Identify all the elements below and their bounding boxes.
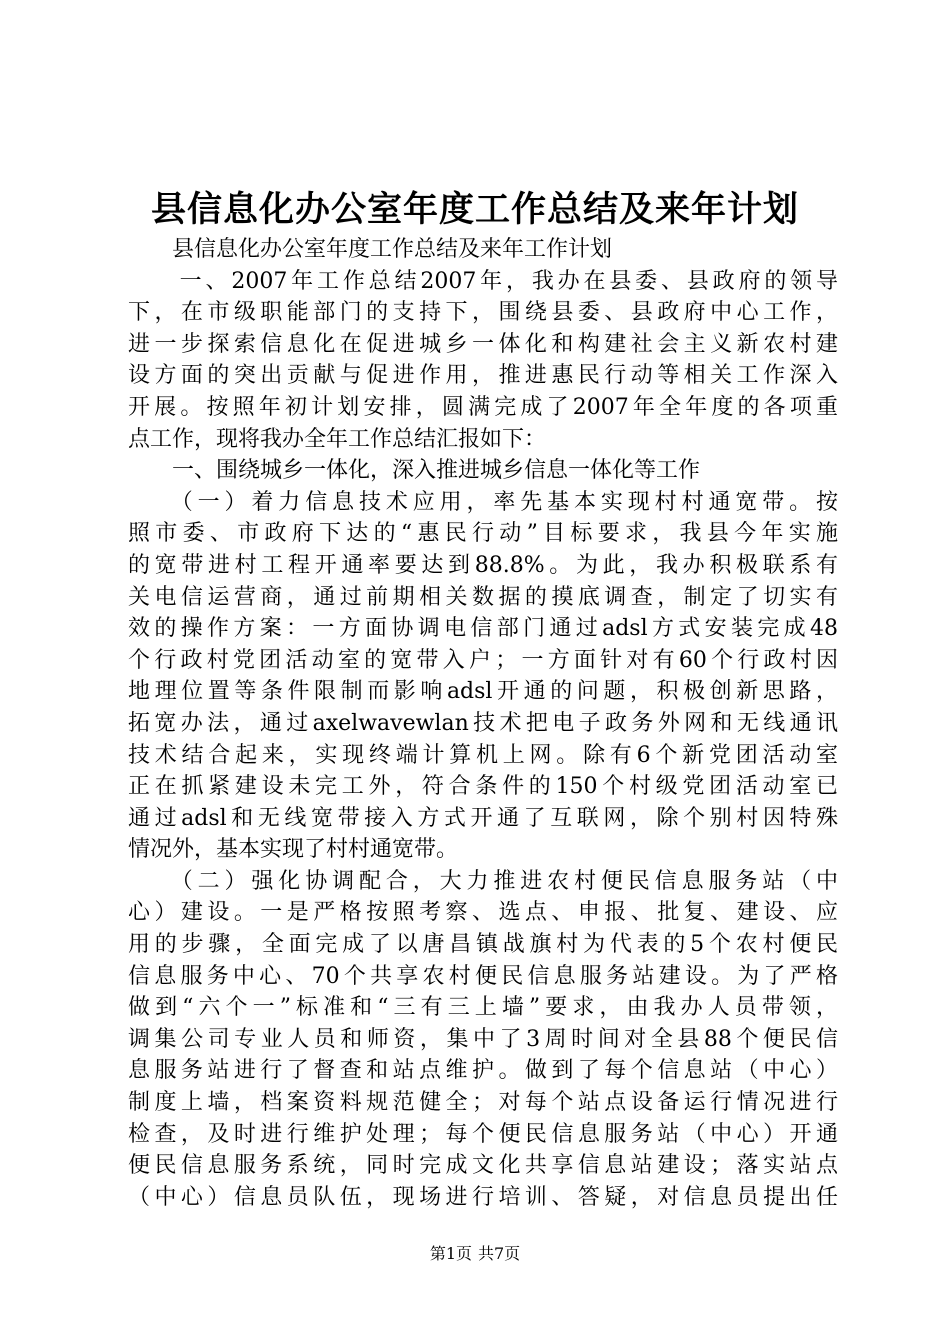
- body-line: 关电信运营商，通过前期相关数据的摸底调查，制定了切实有: [128, 584, 838, 610]
- body-line: 照市委、市政府下达的“惠民行动”目标要求，我县今年实施: [128, 521, 838, 547]
- body-line: （中心）信息员队伍，现场进行培训、答疑，对信息员提出任: [128, 1184, 838, 1210]
- body-line: 通过adsl和无线宽带接入方式开通了互联网，除个别村因特殊: [128, 805, 838, 831]
- body-line: 正在抓紧建设未完工外，符合条件的150个村级党团活动室已: [128, 774, 838, 800]
- body-line: 技术结合起来，实现终端计算机上网。除有6个新党团活动室: [128, 742, 838, 768]
- body-line: 开展。按照年初计划安排，圆满完成了2007年全年度的各项重: [128, 394, 838, 420]
- body-line: 情况外，基本实现了村村通宽带。: [128, 837, 459, 863]
- page-footer: [0, 1243, 950, 1265]
- body-line: 效的操作方案：一方面协调电信部门通过adsl方式安装完成48: [128, 616, 838, 642]
- body-line: （二）强化协调配合，大力推进农村便民信息服务站（中: [128, 868, 838, 894]
- document-body: [128, 234, 838, 1213]
- body-line: 调集公司专业人员和师资，集中了3周时间对全县88个便民信: [128, 1026, 838, 1052]
- body-line: 下，在市级职能部门的支持下，围绕县委、县政府中心工作，: [128, 300, 838, 326]
- body-line: 一、围绕城乡一体化，深入推进城乡信息一体化等工作: [128, 458, 701, 484]
- page-total: 共7页: [478, 1244, 521, 1263]
- body-line: 设方面的突出贡献与促进作用，推进惠民行动等相关工作深入: [128, 363, 838, 389]
- body-line: 一、2007年工作总结2007年，我办在县委、县政府的领导: [128, 268, 838, 294]
- body-line: 检查，及时进行维护处理；每个便民信息服务站（中心）开通: [128, 1121, 838, 1147]
- body-line: 地理位置等条件限制而影响adsl开通的问题，积极创新思路，: [128, 679, 838, 705]
- document-title: 县信息化办公室年度工作总结及来年计划: [150, 189, 799, 230]
- body-line: 用的步骤，全面完成了以唐昌镇战旗村为代表的5个农村便民: [128, 932, 838, 958]
- body-line: 县信息化办公室年度工作总结及来年工作计划: [128, 237, 613, 262]
- body-line: 心）建设。一是严格按照考察、选点、申报、批复、建设、应: [128, 900, 838, 926]
- body-line: 制度上墙，档案资料规范健全；对每个站点设备运行情况进行: [128, 1090, 838, 1116]
- body-line: 点工作，现将我办全年工作总结汇报如下：: [128, 426, 547, 452]
- body-line: 进一步探索信息化在促进城乡一体化和构建社会主义新农村建: [128, 331, 838, 357]
- body-line: 做到“六个一”标准和“三有三上墙”要求，由我办人员带领，: [128, 995, 838, 1021]
- body-line: （一）着力信息技术应用，率先基本实现村村通宽带。按: [128, 489, 838, 515]
- body-line: 个行政村党团活动室的宽带入户；一方面针对有60个行政村因: [128, 647, 838, 673]
- page-number: 第1页: [429, 1244, 472, 1263]
- body-line: 息服务站进行了督查和站点维护。做到了每个信息站（中心）: [128, 1058, 838, 1084]
- body-line: 拓宽办法，通过axelwavewlan技术把电子政务外网和无线通讯: [128, 710, 838, 736]
- body-line: 便民信息服务系统，同时完成文化共享信息站建设；落实站点: [128, 1153, 838, 1179]
- body-line: 的宽带进村工程开通率要达到88.8%。为此，我办积极联系有: [128, 552, 838, 578]
- body-line: 信息服务中心、70个共享农村便民信息服务站建设。为了严格: [128, 963, 838, 989]
